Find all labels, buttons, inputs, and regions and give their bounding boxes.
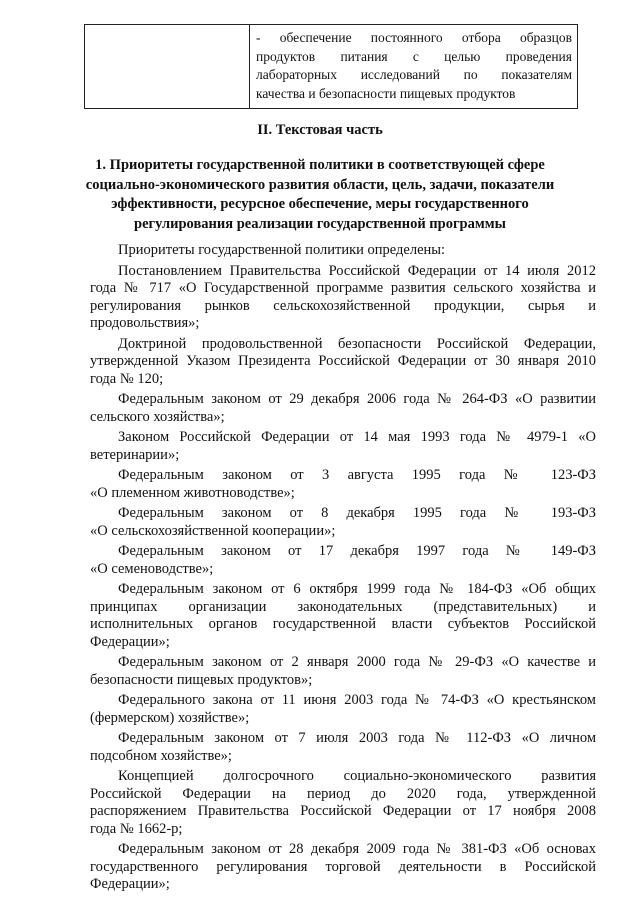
paragraph-line: года № 1662-р; — [90, 820, 183, 837]
table-text-line: - обеспечение постоянного отбора образцов — [256, 30, 572, 45]
paragraph-line: года № 120; — [90, 370, 164, 387]
paragraph — [90, 730, 596, 765]
paragraph — [90, 581, 596, 651]
paragraph-line: «О племенном животноводстве»; — [90, 484, 295, 501]
paragraph-line: распоряжением Правительства Российской Федерации от 17 ноября 2008 — [90, 803, 596, 819]
paragraph-line: исполнительных органов государственной власти субъектов Российской — [90, 616, 596, 632]
paragraph-line: Доктриной продовольственной безопасности Российской Федерации, — [118, 335, 596, 352]
paragraph-line: года № 717 «О Государственной программе развития сельского хозяйства и — [90, 280, 596, 296]
paragraph-line: безопасности пищевых продуктов»; — [90, 671, 313, 688]
subheading-line: социально-экономического развития области, цель, задачи, показатели — [85, 176, 555, 193]
body-text — [90, 242, 596, 897]
paragraph-line: Федеральным законом от 3 августа 1995 года № 123-ФЗ — [118, 467, 596, 483]
paragraph — [90, 543, 596, 578]
paragraph — [90, 841, 596, 894]
paragraph — [90, 242, 596, 260]
paragraph — [90, 467, 596, 502]
paragraph-line: ветеринарии»; — [90, 446, 180, 463]
paragraph-line: Федеральным законом от 6 октября 1999 года № 184-ФЗ «Об общих — [118, 581, 596, 597]
paragraph — [90, 692, 596, 727]
subheading-line: 1. Приоритеты государственной политики в соответствующей сфере — [95, 157, 545, 173]
paragraph-line: Федеральным законом от 2 января 2000 года № 29-ФЗ «О качестве и — [118, 654, 596, 670]
paragraph-line: «О сельскохозяйственной кооперации»; — [90, 522, 336, 539]
paragraph — [90, 336, 596, 389]
paragraph — [90, 391, 596, 426]
table-cell-text — [250, 25, 578, 109]
paragraph-line: сельского хозяйства»; — [90, 408, 225, 425]
subheading-line: регулирования реализации государственной программы — [134, 215, 506, 232]
table-text-line: лабораторных исследований по показателям — [256, 67, 572, 82]
paragraph-line: Федерации»; — [90, 876, 170, 892]
paragraph-line: Российской Федерации на период до 2020 года, утвержденной — [90, 785, 596, 802]
paragraph — [90, 429, 596, 464]
paragraph — [90, 505, 596, 540]
table-text-line: продуктов питания с целью проведения — [256, 48, 572, 64]
paragraph-line: (фермерском) хозяйстве»; — [90, 709, 250, 726]
section-title: II. Текстовая часть — [257, 122, 383, 138]
paragraph-line: Постановлением Правительства Российской Федерации от 14 июля 2012 — [118, 262, 596, 279]
paragraph-line: Федеральным законом от 28 декабря 2009 года № 381-ФЗ «Об основах — [118, 841, 596, 857]
table-row — [85, 25, 578, 109]
subheading-line: эффективности, ресурсное обеспечение, меры государственного — [111, 196, 529, 212]
table-text-line: качества и безопасности пищевых продуктов — [256, 85, 516, 101]
paragraph-line: продовольствия»; — [90, 315, 200, 331]
paragraph-line: Концепцией долгосрочного социально-экономического развития — [118, 768, 596, 784]
paragraph-line: регулирования рынков сельскохозяйственной продукции, сырья и — [90, 297, 596, 314]
paragraph — [90, 263, 596, 333]
paragraph-line: Федеральным законом от 8 декабря 1995 года № 193-ФЗ — [118, 505, 596, 521]
subsection-heading — [80, 156, 560, 234]
paragraph-line: «О семеноводстве»; — [90, 560, 214, 577]
paragraph-line: подсобном хозяйстве»; — [90, 747, 232, 764]
paragraph-line: Федеральным законом от 17 декабря 1997 года № 149-ФЗ — [118, 543, 596, 559]
paragraph — [90, 768, 596, 838]
paragraph-line: Федеральным законом от 29 декабря 2006 года № 264-ФЗ «О развитии — [118, 391, 596, 407]
paragraph-line: Федерального закона от 11 июня 2003 года № 74-ФЗ «О крестьянском — [118, 692, 596, 708]
paragraph-line: утвержденной Указом Президента Российской Федерации от 30 января 2010 — [90, 353, 596, 369]
paragraph-line: Федеральным законом от 7 июля 2003 года № 112-ФЗ «О личном — [118, 730, 596, 746]
paragraph-line: Приоритеты государственной политики определены: — [118, 242, 446, 258]
table-cell-empty — [85, 25, 250, 109]
paragraph-line: Федерации»; — [90, 633, 170, 650]
paragraph — [90, 654, 596, 689]
measures-table — [84, 24, 578, 109]
paragraph-line: государственного регулирования торговой деятельности в Российской — [90, 858, 596, 875]
paragraph-line: принципах организации законодательных (представительных) и — [90, 598, 596, 615]
paragraph-line: Законом Российской Федерации от 14 мая 1993 года № 4979-1 «О — [118, 429, 596, 445]
